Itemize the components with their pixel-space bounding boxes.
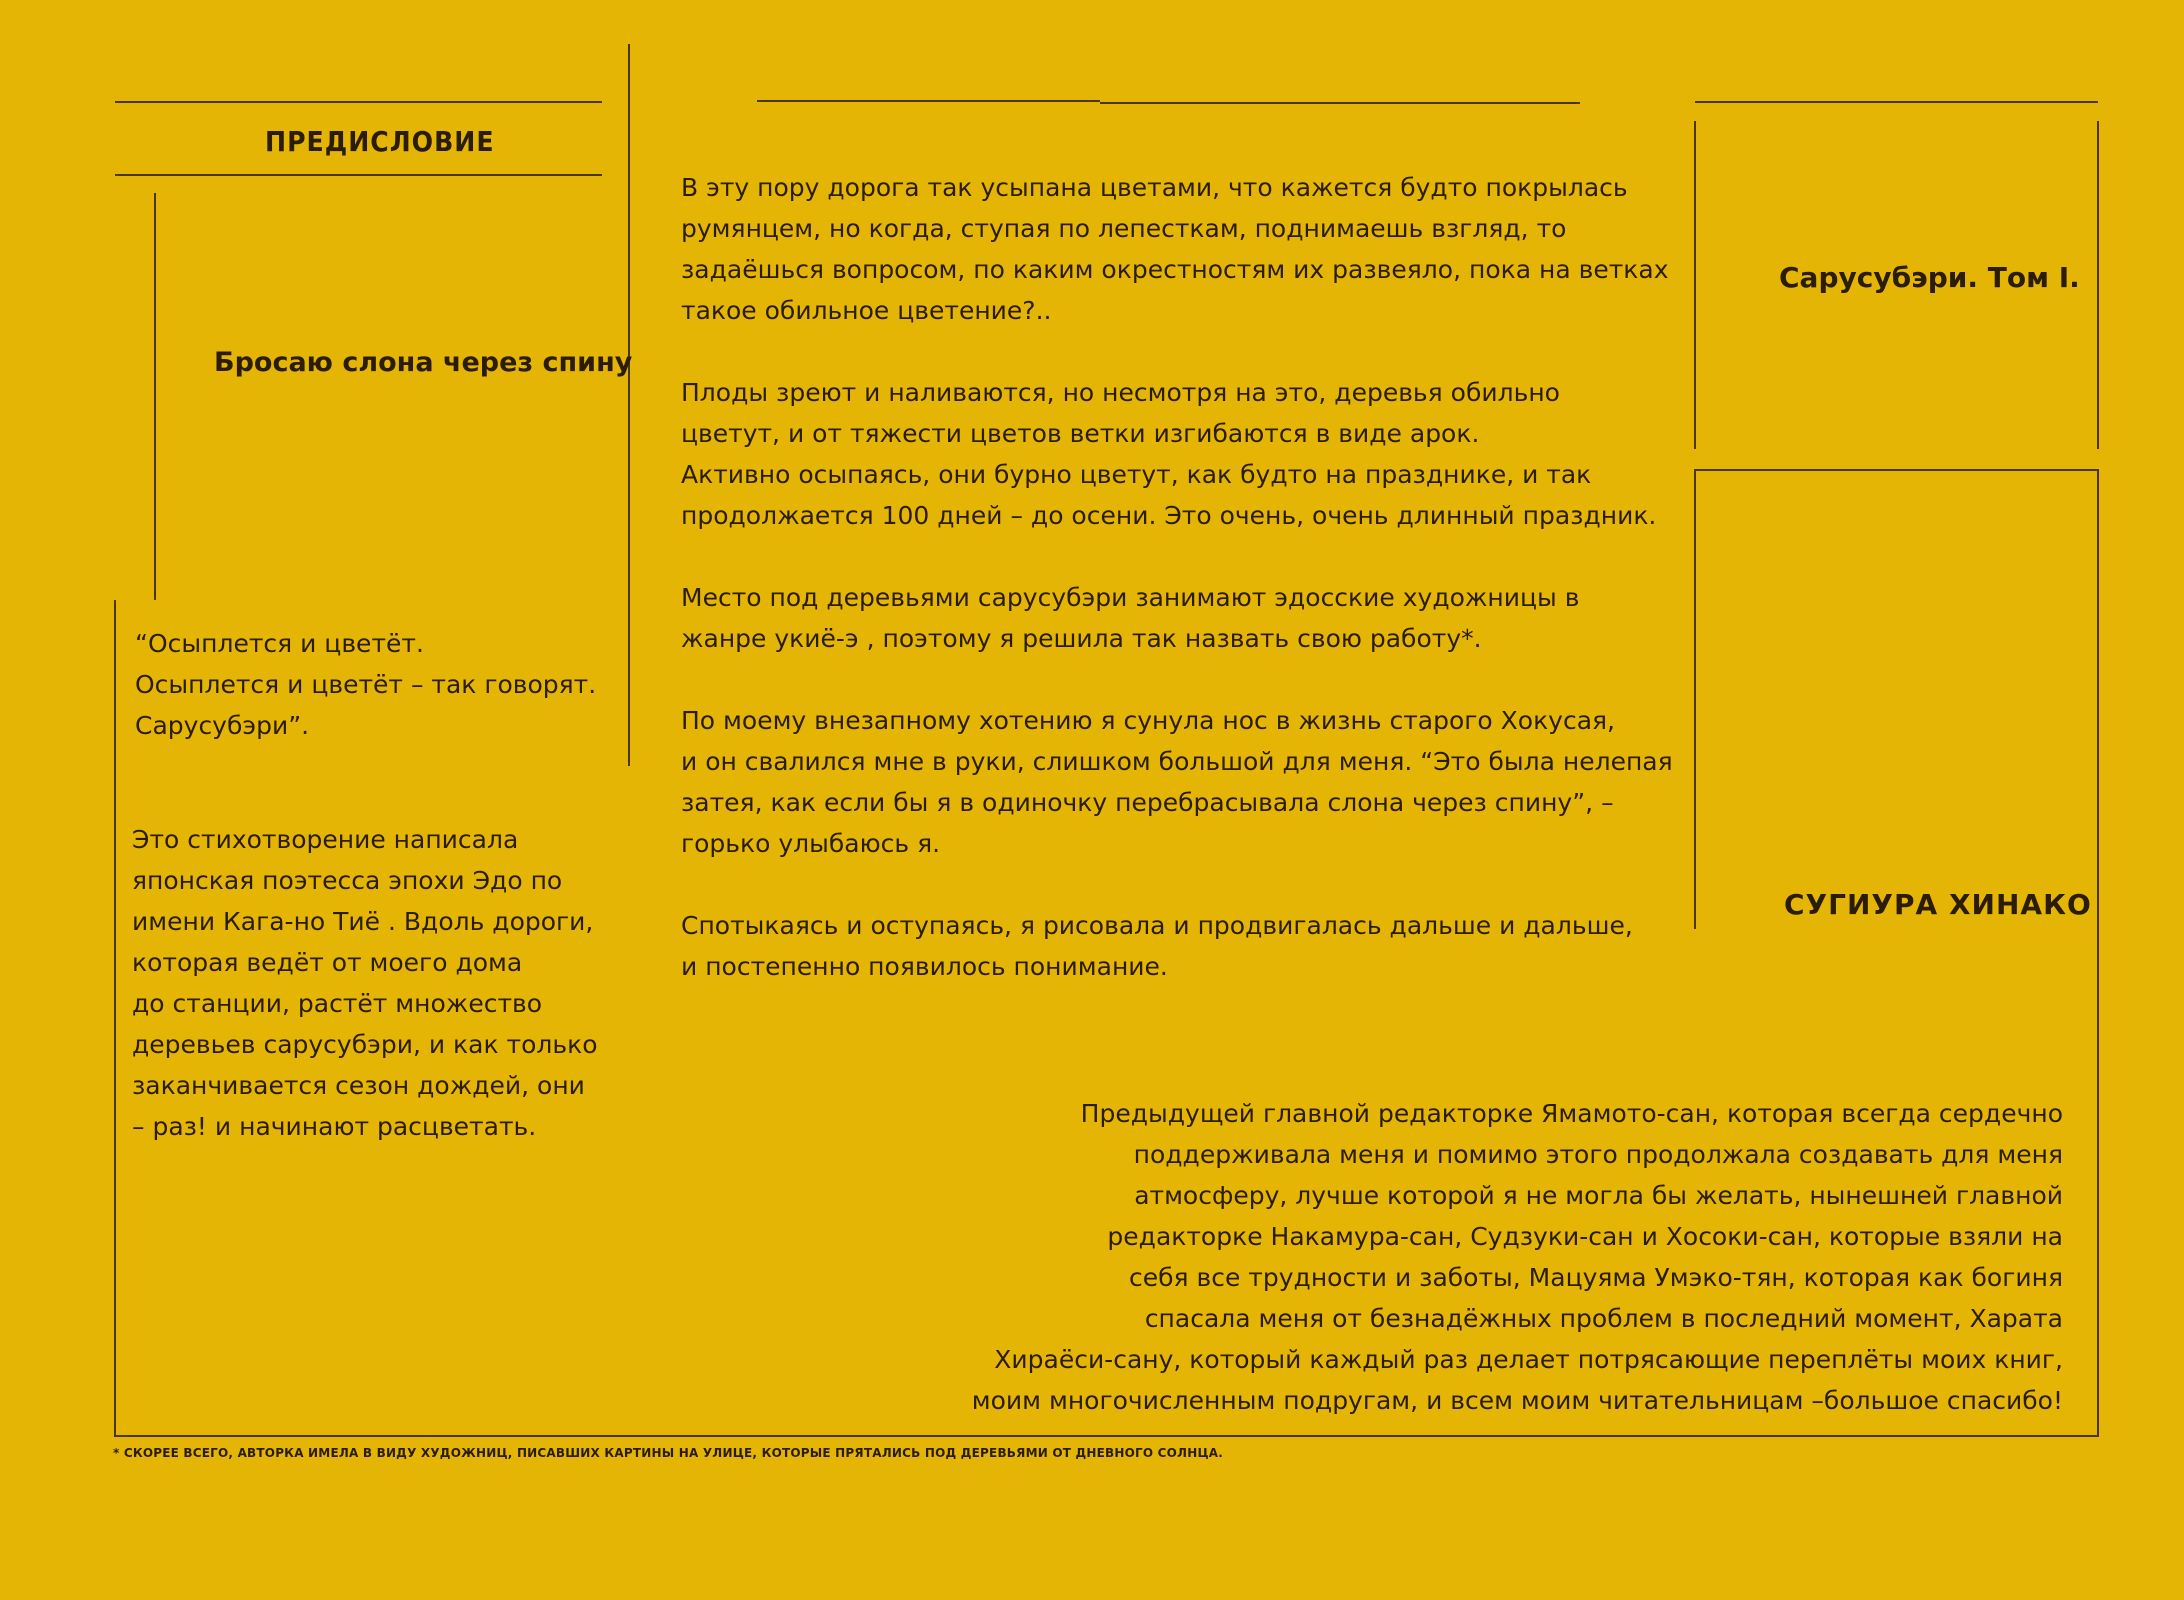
- body-paragraph-3: [681, 577, 1673, 659]
- center-top-rule-left: [757, 100, 1100, 102]
- right-title-right-rule: [2097, 121, 2099, 449]
- explanation-line-1: Это стихотворение написала: [132, 825, 519, 854]
- ack-line-2: поддерживала меня и помимо этого продолжала создавать для меня: [1133, 1140, 2063, 1169]
- right-top-rule: [1695, 101, 2098, 103]
- footnote: * СКОРЕЕ ВСЕГО, АВТОРКА ИМЕЛА В ВИДУ ХУДОЖНИЦ, ПИСАВШИХ КАРТИНЫ НА УЛИЦЕ, КОТОРЫЕ ПРЯТАЛИСЬ ПОД ДЕРЕВЬЯМИ ОТ ДНЕВНОГО СОЛНЦА.: [113, 1446, 1224, 1460]
- explanation-line-5: до станции, растёт множество: [132, 989, 543, 1018]
- body-line: По моему внезапному хотению я сунула нос в жизнь старого Хокусая,: [681, 706, 1616, 735]
- ack-line-6: спасала меня от безнадёжных проблем в последний момент, Харата: [1144, 1304, 2063, 1333]
- body-paragraph-4: [681, 700, 1673, 864]
- ack-line-5: себя все трудности и заботы, Мацуяма Умэко-тян, которая как богиня: [1128, 1263, 2063, 1292]
- body-line: продолжается 100 дней – до осени. Это очень, очень длинный праздник.: [681, 501, 1657, 530]
- body-paragraph-1: [681, 167, 1673, 331]
- body-line: затея, как если бы я в одиночку перебрасывала слона через спину”, –: [681, 788, 1614, 817]
- explanation-line-4: которая ведёт от моего дома: [132, 948, 523, 977]
- body-line: В эту пору дорога так усыпана цветами, что кажется будто покрылась: [681, 173, 1628, 202]
- body-line: Место под деревьями сарусубэри занимают эдосские художницы в: [681, 583, 1580, 612]
- acknowledgment: [972, 1093, 2063, 1421]
- ack-line-1: Предыдущей главной редакторке Ямамото-сан, которая всегда сердечно: [1080, 1099, 2063, 1128]
- body-paragraph-5: [681, 905, 1673, 987]
- frame-left-rule: [114, 600, 116, 1437]
- body-line: задаёшься вопросом, по каким окрестностям их развеяло, пока на ветках: [681, 255, 1669, 284]
- body-line: цветут, и от тяжести цветов ветки изгибаются в виде арок.: [681, 419, 1480, 448]
- center-top-rule-right: [1100, 102, 1580, 104]
- explanation-line-3: имени Кага-но Тиё . Вдоль дороги,: [132, 907, 594, 936]
- body-line: и постепенно появилось понимание.: [681, 952, 1168, 981]
- ack-line-3: атмосферу, лучше которой я не могла бы желать, нынешней главной: [1134, 1181, 2063, 1210]
- ack-line-4: редакторке Накамура-сан, Судзуки-сан и Хосоки-сан, которые взяли на: [1107, 1222, 2063, 1251]
- frame-right-rule: [2097, 469, 2099, 1437]
- author-name: СУГИУРА ХИНАКО: [1784, 888, 2092, 921]
- right-title-left-rule: [1694, 121, 1696, 449]
- ack-line-7: Хираёси-сану, который каждый раз делает потрясающие переплёты моих книг,: [994, 1345, 2063, 1374]
- body-line: Спотыкаясь и оступаясь, я рисовала и продвигалась дальше и дальше,: [681, 911, 1633, 940]
- frame-bottom-rule: [114, 1435, 2099, 1437]
- quote-line-3: Сарусубэри”.: [135, 711, 310, 740]
- quote-line-2: Осыплется и цветёт – так говорят.: [135, 670, 597, 699]
- poem-quote: [135, 623, 596, 746]
- body-line: такое обильное цветение?..: [681, 296, 1052, 325]
- explanation-line-6: деревьев сарусубэри, и как только: [132, 1030, 598, 1059]
- body-line: Плоды зреют и наливаются, но несмотря на это, деревья обильно: [681, 378, 1560, 407]
- quote-line-1: “Осыплется и цветёт.: [135, 629, 424, 658]
- book-title: Сарусубэри. Том I.: [1779, 261, 2080, 294]
- preface-heading: ПРЕДИСЛОВИЕ: [265, 125, 495, 158]
- explanation-line-7: заканчивается сезон дождей, они: [132, 1071, 585, 1100]
- body-line: жанре укиё-э , поэтому я решила так назвать свою работу*.: [681, 624, 1482, 653]
- body-line: румянцем, но когда, ступая по лепесткам, поднимаешь взгляд, то: [681, 214, 1567, 243]
- preface-subtitle: Бросаю слона через спину: [214, 347, 633, 378]
- column-divider-left: [628, 44, 630, 766]
- left-subtitle-vertical-rule: [154, 193, 156, 600]
- poem-explanation: [132, 819, 598, 1147]
- explanation-line-8: – раз! и начинают расцветать.: [132, 1112, 537, 1141]
- body-line: горько улыбаюсь я.: [681, 829, 941, 858]
- left-top-rule: [115, 101, 602, 103]
- ack-line-8: моим многочисленным подругам, и всем моим читательницам –большое спасибо!: [971, 1386, 2063, 1415]
- body-paragraph-2: [681, 372, 1673, 536]
- body-line: и он свалился мне в руки, слишком большой для меня. “Это была нелепая: [681, 747, 1673, 776]
- explanation-line-2: японская поэтесса эпохи Эдо по: [132, 866, 563, 895]
- preface-body: [681, 167, 1673, 987]
- author-left-rule: [1694, 469, 1696, 929]
- body-line: Активно осыпаясь, они бурно цветут, как будто на празднике, и так: [681, 460, 1592, 489]
- frame-top-right-rule: [1695, 469, 2099, 471]
- left-heading-bottom-rule: [115, 174, 602, 176]
